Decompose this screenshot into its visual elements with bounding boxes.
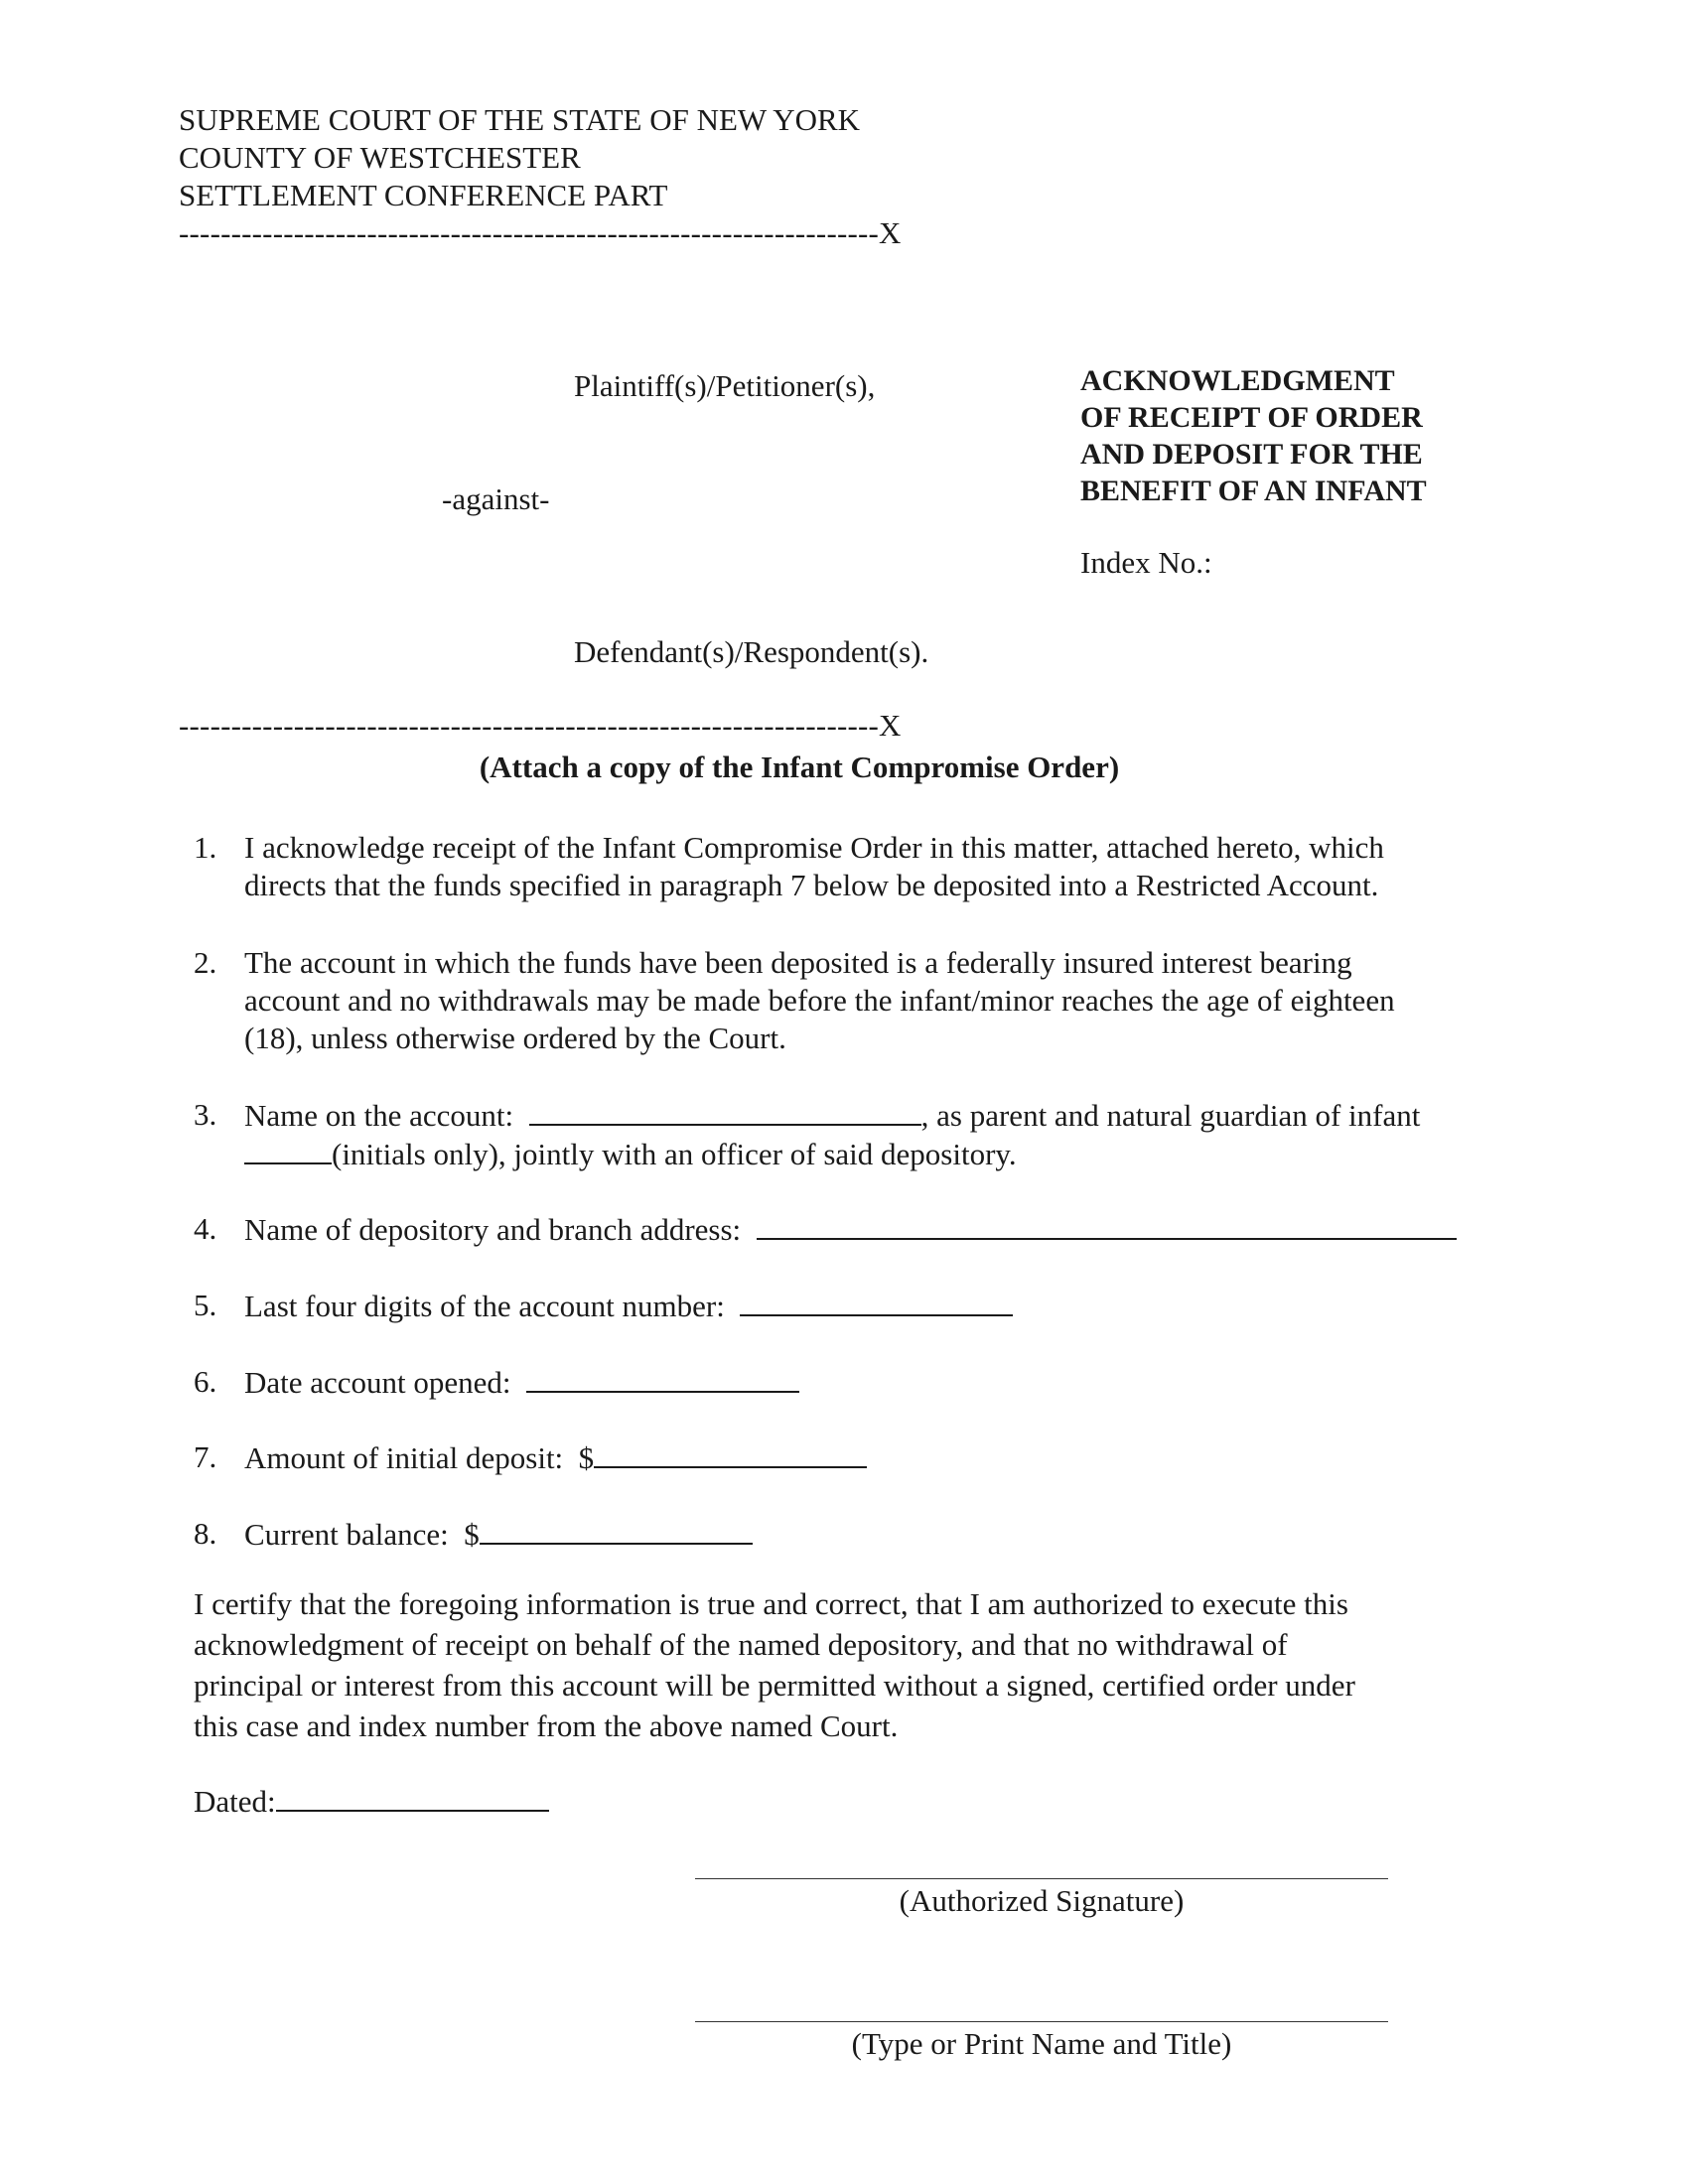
index-number-label: Index No.:: [1080, 545, 1212, 580]
certification-line: I certify that the foregoing information is true and correct, that I am authorized to execute this: [194, 1586, 1348, 1621]
dated-label: Dated:: [194, 1784, 276, 1819]
item-number: 7.: [194, 1439, 217, 1474]
county-name: COUNTY OF WESTCHESTER: [179, 140, 581, 175]
current-balance-field[interactable]: [480, 1515, 753, 1545]
item-number: 4.: [194, 1211, 217, 1246]
initials-text: (initials only), jointly with an officer of said depository.: [332, 1137, 1017, 1171]
depository-address-field[interactable]: [757, 1210, 1457, 1240]
print-name-caption: (Type or Print Name and Title): [851, 2026, 1232, 2061]
item-number: 8.: [194, 1516, 217, 1551]
list-item-4: [194, 1210, 1504, 1249]
date-opened-field[interactable]: [526, 1363, 799, 1393]
item-text: account and no withdrawals may be made before the infant/minor reaches the age of eighteen: [244, 983, 1395, 1018]
item-text: directs that the funds specified in paragraph 7 below be deposited into a Restricted Account.: [244, 868, 1379, 902]
certification-line: acknowledgment of receipt on behalf of the named depository, and that no withdrawal of: [194, 1627, 1288, 1662]
part-name: SETTLEMENT CONFERENCE PART: [179, 178, 668, 212]
certification-paragraph: [194, 1583, 1504, 1746]
defendant-label: Defendant(s)/Respondent(s).: [574, 634, 929, 669]
title-line-2: OF RECEIPT OF ORDER: [1080, 401, 1423, 434]
infant-initials-field[interactable]: [244, 1135, 332, 1164]
item-text: (18), unless otherwise ordered by the Court.: [244, 1021, 786, 1055]
court-name: SUPREME COURT OF THE STATE OF NEW YORK: [179, 102, 861, 137]
guardian-text: , as parent and natural guardian of infant: [920, 1098, 1421, 1133]
item-number: 5.: [194, 1288, 217, 1322]
against-label: -against-: [442, 481, 550, 516]
dated-field[interactable]: [276, 1782, 549, 1812]
account-digits-field[interactable]: [740, 1287, 1013, 1316]
certification-line: principal or interest from this account will be permitted without a signed, certified order under: [194, 1668, 1355, 1703]
caption-divider-top: -------------------------------------------------------------------X: [179, 215, 902, 250]
caption-divider-bottom: -------------------------------------------------------------------X: [179, 708, 902, 743]
list-item-3: [194, 1096, 1504, 1173]
account-digits-label: Last four digits of the account number:: [244, 1289, 725, 1323]
list-item-2: [194, 944, 1504, 1057]
title-line-1: ACKNOWLEDGMENT: [1080, 364, 1395, 397]
depository-label: Name of depository and branch address:: [244, 1212, 742, 1247]
authorized-signature-caption: (Authorized Signature): [899, 1883, 1185, 1918]
title-line-3: AND DEPOSIT FOR THE: [1080, 438, 1423, 471]
item-number: 1.: [194, 830, 217, 865]
print-name-line[interactable]: [695, 2021, 1388, 2022]
item-number: 2.: [194, 945, 217, 980]
item-number: 6.: [194, 1364, 217, 1399]
dated-row: [194, 1782, 549, 1820]
currency-symbol: $: [464, 1517, 480, 1552]
title-line-4: BENEFIT OF AN INFANT: [1080, 475, 1427, 507]
plaintiff-label: Plaintiff(s)/Petitioner(s),: [574, 368, 876, 403]
item-text: The account in which the funds have been deposited is a federally insured interest bearing: [244, 945, 1352, 980]
initial-deposit-field[interactable]: [594, 1438, 867, 1468]
account-name-label: Name on the account:: [244, 1098, 514, 1133]
currency-symbol: $: [578, 1440, 595, 1475]
certification-line: this case and index number from the above named Court.: [194, 1708, 899, 1743]
account-name-field[interactable]: [529, 1096, 921, 1126]
list-item-7: [194, 1438, 1504, 1477]
date-opened-label: Date account opened:: [244, 1365, 511, 1400]
list-item-8: [194, 1515, 1504, 1554]
list-item-1: [194, 829, 1504, 904]
attach-instruction: (Attach a copy of the Infant Compromise Order): [479, 750, 1120, 784]
item-number: 3.: [194, 1097, 217, 1132]
current-balance-label: Current balance:: [244, 1517, 449, 1552]
list-item-5: [194, 1287, 1504, 1325]
list-item-6: [194, 1363, 1504, 1402]
authorized-signature-line[interactable]: [695, 1878, 1388, 1879]
document-title: [1080, 362, 1427, 509]
initial-deposit-label: Amount of initial deposit:: [244, 1440, 564, 1475]
item-text: I acknowledge receipt of the Infant Compromise Order in this matter, attached hereto, which: [244, 830, 1384, 865]
